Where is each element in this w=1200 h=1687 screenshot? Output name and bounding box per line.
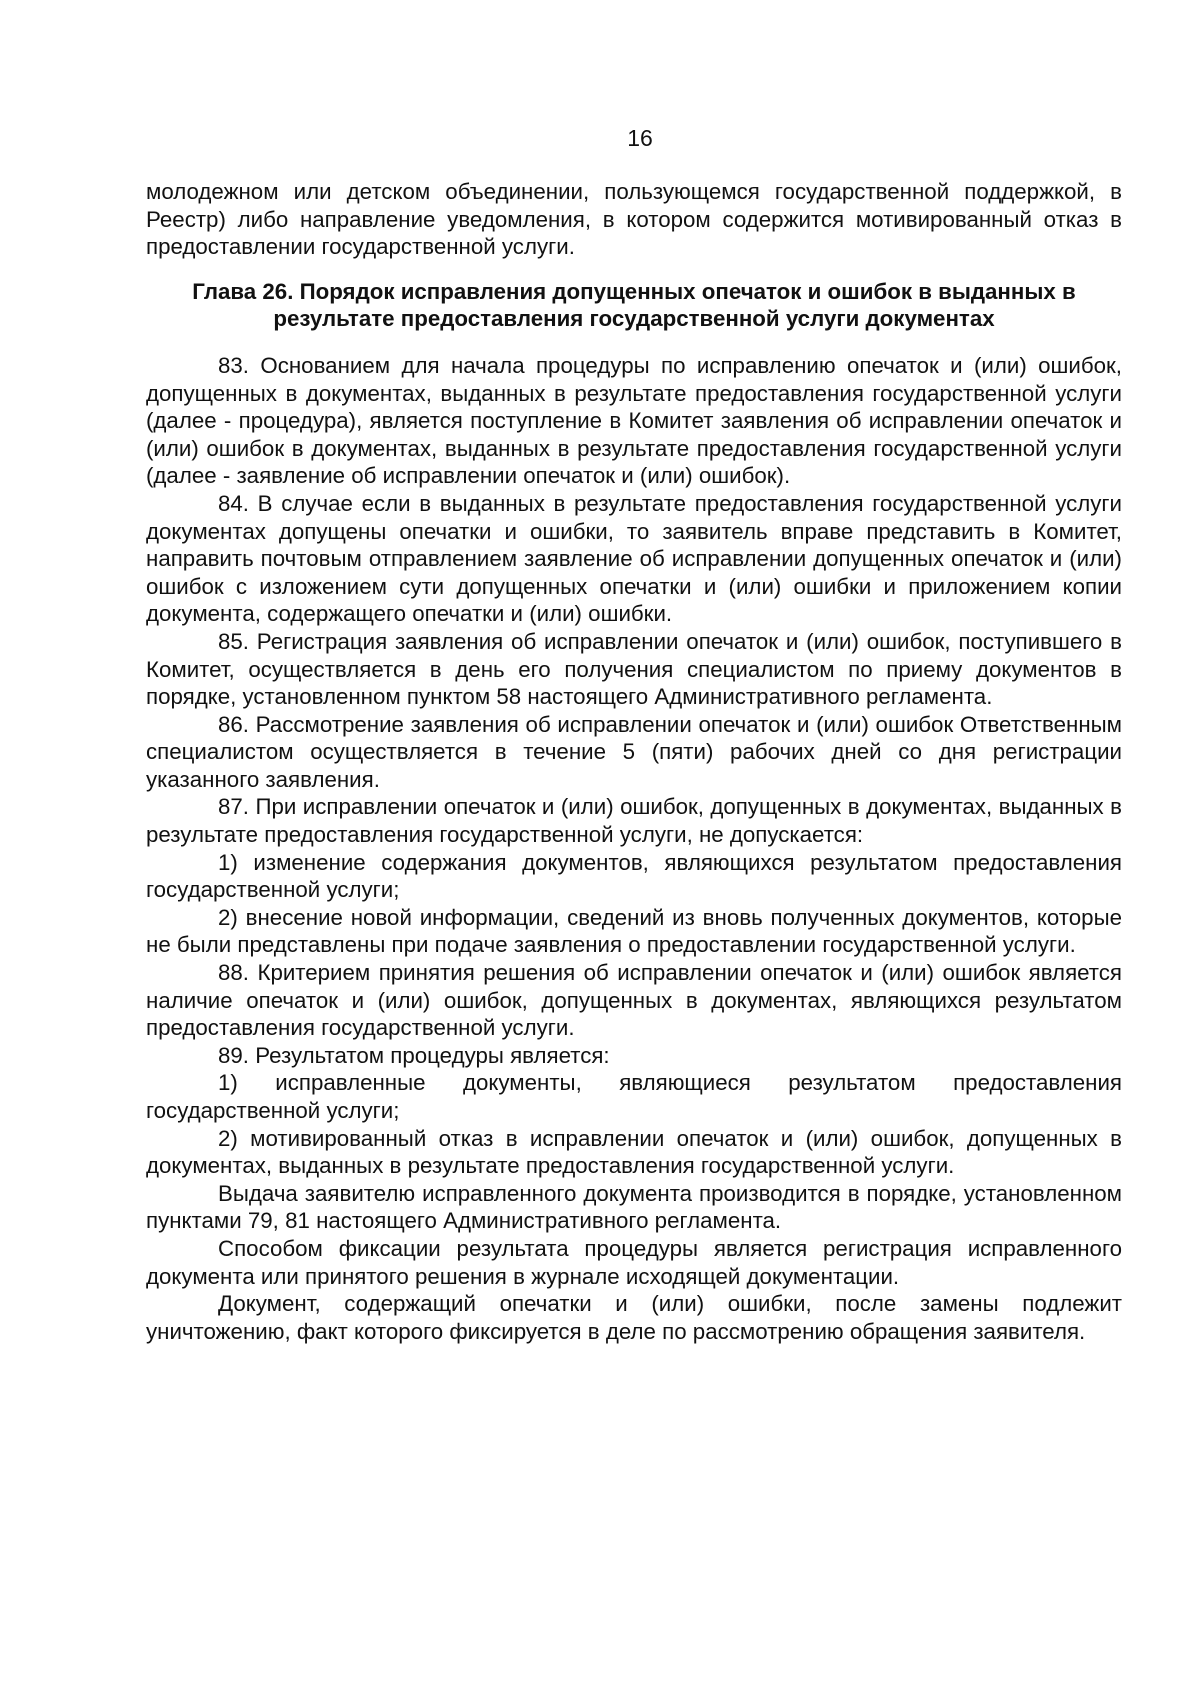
paragraph-issuance: Выдача заявителю исправленного документа производится в порядке, установленном пунктами 79, 81 настоящего Административного регламента.: [146, 1180, 1122, 1234]
paragraph-87: 87. При исправлении опечаток и (или) ошибок, допущенных в документах, выданных в результате предоставления государственной услуги, не допускается:: [146, 794, 1122, 848]
paragraph-88: 88. Критерием принятия решения об исправлении опечаток и (или) ошибок является наличие опечаток и (или) ошибок, допущенных в документах, являющихся результатом предоставления государственной услуги.: [146, 960, 1122, 1041]
paragraph-83: 83. Основанием для начала процедуры по исправлению опечаток и (или) ошибок, допущенных в документах, выданных в результате предоставления государственной услуги (далее - процедура), является поступление в Комитет заявления об исправлении опечаток и (или) ошибок в документах, выданных в результате предоставления государственной услуги (далее - заявление об исправлении опечаток и (или) ошибок).: [146, 352, 1122, 489]
chapter-title: Глава 26. Порядок исправления допущенных опечаток и ошибок в выданных в результате предоставления государственной услуги документах: [192, 278, 1076, 332]
paragraph-recording: Способом фиксации результата процедуры является регистрация исправленного документа или принятого решения в журнале исходящей документации.: [146, 1235, 1122, 1289]
document-body: [146, 178, 1122, 1345]
paragraph-85: 85. Регистрация заявления об исправлении опечаток и (или) ошибок, поступившего в Комитет, осуществляется в день его получения специалистом по приему документов в порядке, установленном пунктом 58 настоящего Административного регламента.: [146, 628, 1122, 710]
lead-paragraph: молодежном или детском объединении, пользующемся государственной поддержкой, в Реестр) либо направление уведомления, в котором содержится мотивированный отказ в предоставлении государственной услуги.: [146, 179, 1122, 260]
paragraph-89: 89. Результатом процедуры является:: [218, 1042, 610, 1068]
page-number: 16: [627, 125, 653, 151]
paragraph-86: 86. Рассмотрение заявления об исправлении опечаток и (или) ошибок Ответственным специалистом осуществляется в течение 5 (пяти) рабочих дней со дня регистрации указанного заявления.: [146, 711, 1122, 792]
paragraph-89-item-1: 1) исправленные документы, являющиеся результатом предоставления государственной услуги;: [146, 1070, 1122, 1123]
paragraph-84: 84. В случае если в выданных в результате предоставления государственной услуги документах допущены опечатки и ошибки, то заявитель вправе представить в Комитет, направить почтовым отправлением заявление об исправлении допущенных опечаток и (или) ошибок с изложением сути допущенных опечатки и (или) ошибки и приложением копии документа, содержащего опечатки и (или) ошибки.: [146, 490, 1122, 627]
paragraph-87-item-2: 2) внесение новой информации, сведений из вновь полученных документов, которые не были представлены при подаче заявления о предоставлении государственной услуги.: [146, 904, 1122, 958]
paragraph-89-item-2: 2) мотивированный отказ в исправлении опечаток и (или) ошибок, допущенных в документах, выданных в результате предоставления государственной услуги.: [146, 1125, 1122, 1179]
paragraph-destruction: Документ, содержащий опечатки и (или) ошибки, после замены подлежит уничтожению, факт которого фиксируется в деле по рассмотрению обращения заявителя.: [146, 1291, 1122, 1344]
paragraph-87-item-1: 1) изменение содержания документов, являющихся результатом предоставления государственной услуги;: [146, 849, 1122, 903]
